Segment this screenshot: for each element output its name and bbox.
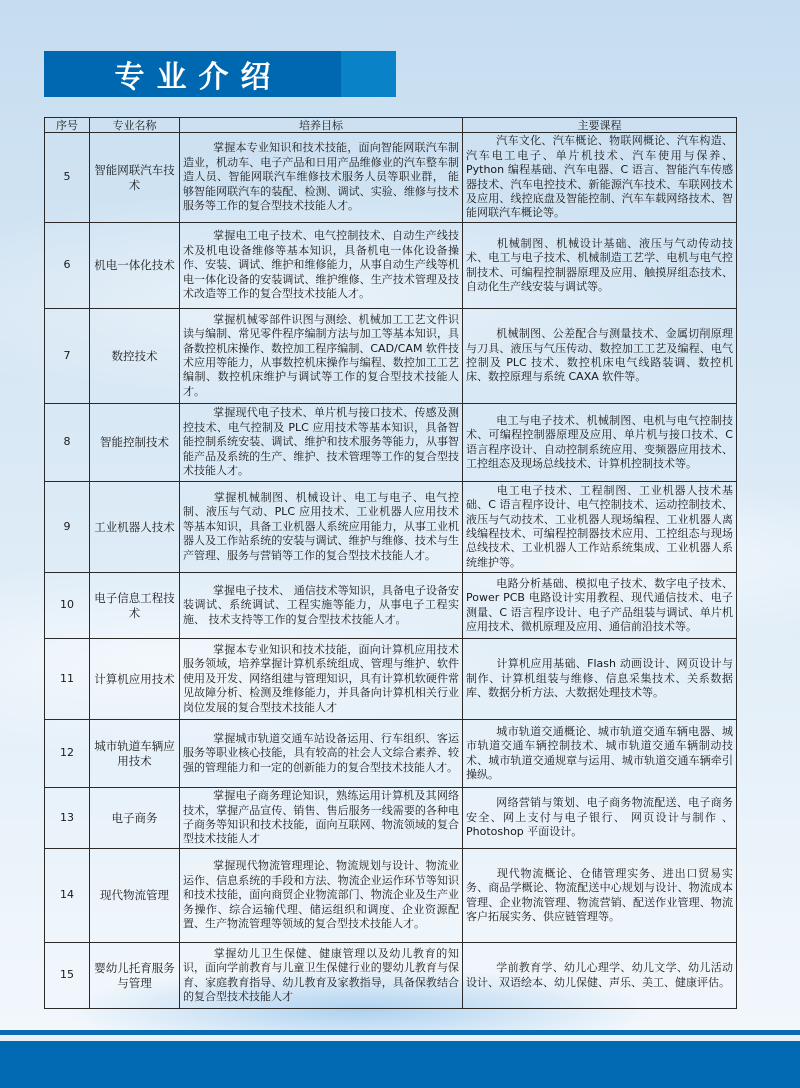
goal-text: 掌握现代物流管理理论、物流规划与设计、物流业运作、信息系统的手段和方法、物流企业运作环节等知识和技术技能，面向商贸企业物流部门、物流企业及生产业务操作、综合运输代理、储运组织和调度、企业资源配置、生产物流管理等领域的复合型技术技能人才。	[183, 859, 459, 931]
courses-text: 网络营销与策划、电子商务物流配送、电子商务安全、网上支付与电子银行、 网页设计与制作 、Photoshop 平面设计。	[466, 796, 733, 839]
row-goal	[180, 133, 463, 223]
table-header-row	[45, 118, 737, 133]
row-goal	[180, 639, 463, 720]
table-row	[45, 849, 737, 943]
row-courses	[463, 639, 737, 720]
goal-text: 掌握电工电子技术、电气控制技术、自动生产线技术及机电设备维修等基本知识，具备机电一体化设备操作、安装、调试、维护和维修能力，从事自动生产线等机电一体化设备的安装调试、维护维修、生产技术管理及技术改造等工作的复合型技术技能人才。	[183, 229, 459, 301]
row-major-name: 电子商务	[90, 788, 180, 849]
row-major-name: 计算机应用技术	[90, 639, 180, 720]
row-courses	[463, 482, 737, 573]
goal-text: 掌握城市轨道交通车站设备运用、行车组织、客运服务等职业核心技能，具有较高的社会人文综合素养、较强的管理能力和一定的创新能力的复合型技术技能人才。	[183, 731, 459, 774]
courses-text: 计算机应用基础、Flash 动画设计、网页设计与制作、计算机组装与维修、信息采集技术、关系数据库、数据分析方法、大数据处理技术等。	[466, 657, 733, 700]
row-courses	[463, 573, 737, 639]
row-major-name: 智能控制技术	[90, 404, 180, 482]
banner-main-block	[44, 51, 341, 97]
courses-text: 机械制图、公差配合与测量技术、金属切削原理与刀具、液压与气压传动、数控加工工艺及编程、电气控制及 PLC 技术、数控机床电气线路装调、数控机床、数控原理与系统 CAXA 软件等。	[466, 327, 733, 384]
table-row	[45, 788, 737, 849]
row-no: 13	[45, 788, 90, 849]
row-no: 14	[45, 849, 90, 943]
table-row	[45, 482, 737, 573]
table-row	[45, 223, 737, 309]
row-major-name: 现代物流管理	[90, 849, 180, 943]
row-courses	[463, 849, 737, 943]
row-goal	[180, 849, 463, 943]
row-courses	[463, 404, 737, 482]
courses-text: 现代物流概论、仓储管理实务、进出口贸易实务、商品学概论、物流配送中心规划与设计、物流成本管理、企业物流管理、物流营销、配送作业管理、物流客户拓展实务、供应链管理等。	[466, 866, 733, 923]
row-major-name: 婴幼儿托育服务与管理	[90, 943, 180, 1009]
header-goal: 培养目标	[180, 118, 463, 133]
row-major-name: 智能网联汽车技术	[90, 133, 180, 223]
row-goal	[180, 573, 463, 639]
row-goal	[180, 720, 463, 788]
row-major-name: 工业机器人技术	[90, 482, 180, 573]
goal-text: 掌握本专业知识和技术技能，面向智能网联汽车制造业，机动车、电子产品和日用产品维修业的汽车整车制造人员、智能网联汽车维修技术服务人员等职业群， 能够智能网联汽车的装配、检测、调试、实验、维修与技术服务等工作的复合型技术技能人才。	[183, 141, 459, 213]
goal-text: 掌握电子商务理论知识，熟练运用计算机及其网络技术，掌握产品宣传、销售、售后服务一线需要的各种电子商务等知识和技术技能，面向互联网、物流领域的复合型技术技能人才	[183, 789, 459, 846]
header-name: 专业名称	[90, 118, 180, 133]
goal-text: 掌握机械零部件识图与测绘、机械加工工艺文件识读与编制、常见零件程序编制方法与加工等基本知识，具备数控机床操作、数控加工程序编制、CAD/CAM 软件技术应用等能力，从事数控机床操作与编程、数控加工工艺编制、数控机床维护与调试等工作的复合型技术技能人才。	[183, 312, 459, 398]
table-row	[45, 720, 737, 788]
row-courses	[463, 133, 737, 223]
page-title: 专业介绍	[114, 60, 283, 95]
row-major-name: 电子信息工程技术	[90, 573, 180, 639]
row-goal	[180, 223, 463, 309]
row-no: 5	[45, 133, 90, 223]
row-no: 9	[45, 482, 90, 573]
row-major-name: 机电一体化技术	[90, 223, 180, 309]
footer-band	[0, 1041, 800, 1088]
row-goal	[180, 943, 463, 1009]
row-courses	[463, 788, 737, 849]
row-courses	[463, 223, 737, 309]
row-goal	[180, 404, 463, 482]
header-courses: 主要课程	[463, 118, 737, 133]
row-goal	[180, 309, 463, 404]
row-no: 7	[45, 309, 90, 404]
goal-text: 掌握电子技术、 通信技术等知识，具备电子设备安装调试、系统调试、工程实施等能力，从事电子工程实施、 技术支持等工作的复合型技术技能人才。	[183, 583, 459, 626]
row-no: 11	[45, 639, 90, 720]
row-no: 15	[45, 943, 90, 1009]
courses-text: 城市轨道交通概论、城市轨道交通车辆电器、城市轨道交通车辆控制技术、城市轨道交通车辆制动技术、城市轨道交通规章与运用、城市轨道交通车辆牵引操纵。	[466, 724, 733, 781]
courses-text: 电工电子技术、工程制图、工业机器人技术基础、C 语言程序设计、电气控制技术、运动控制技术、液压与气动技术、工业机器人现场编程、工业机器人离线编程技术、可编程控制器技术应用、工控组态与现场总线技术、工业机器人工作站系统集成、工业机器人系统维护等。	[466, 483, 733, 569]
row-courses	[463, 720, 737, 788]
courses-text: 电路分析基础、模拟电子技术、数字电子技术、Power PCB 电路设计实用教程、现代通信技术、电子测量、C 语言程序设计、电子产品组装与调试、单片机应用技术、微机原理及应用、通信前沿技术等。	[466, 576, 733, 633]
row-no: 10	[45, 573, 90, 639]
table-row	[45, 133, 737, 223]
courses-text: 汽车文化、汽车概论、物联网概论、汽车构造、汽车电工电子、单片机技术、汽车使用与保养、Python 编程基础、汽车电器、C 语言、智能汽车传感器技术、汽车电控技术、新能源汽车技术、车联网技术及应用、线控底盘及智能控制、汽车车载网络技术、智能网联汽车概论等。	[466, 134, 733, 220]
row-no: 8	[45, 404, 90, 482]
table-row	[45, 573, 737, 639]
row-major-name: 城市轨道车辆应用技术	[90, 720, 180, 788]
goal-text: 掌握现代电子技术、单片机与接口技术、传感及测控技术、电气控制及 PLC 应用技术等基本知识，具备智能控制系统安装、调试、维护和技术服务等能力，从事智能产品及系统的生产、维护、技术管理等工作的复合型技术技能人才。	[183, 406, 459, 478]
row-major-name: 数控技术	[90, 309, 180, 404]
courses-text: 机械制图、机械设计基础、液压与气动传动技术、电工与电子技术、机械制造工艺学、电机与电气控制技术、可编程控制器原理及应用、触摸屏组态技术、自动化生产线安装与调试等。	[466, 236, 733, 293]
row-courses	[463, 943, 737, 1009]
row-goal	[180, 788, 463, 849]
section-title-banner	[44, 51, 396, 97]
courses-text: 电工与电子技术、机械制图、电机与电气控制技术、可编程控制器原理及应用、单片机与接口技术、C 语言程序设计、自动控制系统应用、变频器应用技术、工控组态及现场总线技术、计算机控制技术等。	[466, 413, 733, 470]
courses-text: 学前教育学、幼儿心理学、幼儿文学、幼儿活动设计、双语绘本、幼儿保健、声乐、美工、健康评估。	[466, 961, 733, 989]
header-no: 序号	[45, 118, 90, 133]
table-row	[45, 639, 737, 720]
table-row	[45, 943, 737, 1009]
goal-text: 掌握机械制图、机械设计、电工与电子、电气控制、液压与气动、PLC 应用技术、工业机器人应用技术等基本知识，具备工业机器人系统应用能力，从事工业机器人及工作站系统的安装与调试、维护与维修、技术与生产管理、服务与营销等工作的复合型技术技能人才。	[183, 490, 459, 562]
row-goal	[180, 482, 463, 573]
row-no: 12	[45, 720, 90, 788]
majors-table	[44, 117, 737, 1009]
goal-text: 掌握本专业知识和技术技能，面向计算机应用技术服务领域，培养掌握计算机系统组成、管理与维护、软件使用及开发、网络组建与管理知识，具有计算机软硬件常见故障分析、检测及维修能力，并具备向计算机相关行业岗位发展的复合型技术技能人才	[183, 642, 459, 714]
goal-text: 掌握幼儿卫生保健、健康管理以及幼儿教育的知识，面向学前教育与儿童卫生保健行业的婴幼儿教育与保育、家庭教育指导、幼儿教育及家教指导，具备保教结合的复合型技术技能人才	[183, 946, 459, 1003]
table-row	[45, 404, 737, 482]
row-courses	[463, 309, 737, 404]
row-no: 6	[45, 223, 90, 309]
table-row	[45, 309, 737, 404]
banner-accent-tab	[341, 51, 396, 97]
